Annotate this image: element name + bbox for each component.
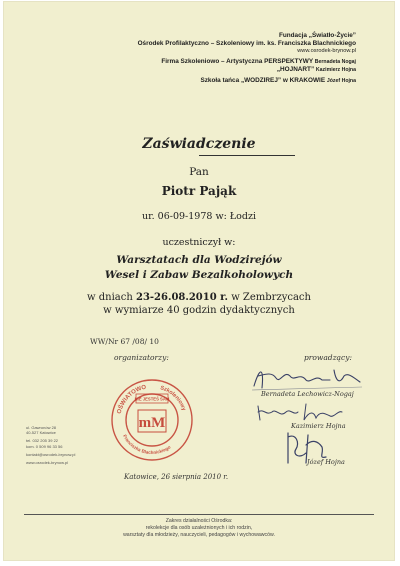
contact-email: kontakt@osrodek-brynow.pl (26, 451, 76, 457)
dance-school (56, 77, 356, 85)
signature-1-scribble (250, 360, 366, 394)
title-underline (199, 155, 295, 156)
signature-2-name: Kazimierz Hojna (291, 422, 346, 430)
contact-city: 40-527 Katowice (26, 430, 56, 436)
dates-prefix: w dniach (87, 292, 133, 303)
place-and-date: Katowice, 26 sierpnia 2010 r. (124, 473, 229, 481)
stamp-banner: NIE JESTEŚ SAM (134, 396, 170, 402)
footer-line-3: warsztaty dla młodzieży, nauczycieli, pedagogów i wychowawców. (123, 532, 275, 538)
workshop-title-line2: Wesel i Zabaw Bezalkoholowych (104, 269, 294, 281)
footer-line-2: rekolekcje dla osób uzależnionych i ich rodzin, (145, 525, 253, 531)
dates-line (4, 291, 394, 304)
certificate-page (4, 2, 394, 560)
center-name: Ośrodek Profilaktyczno – Szkoleniowy im. ks. Franciszka Blachnickiego (137, 40, 356, 47)
contact-website: www.osrodek-brynow.pl (26, 460, 69, 466)
recipient-name: Piotr Pająk (161, 184, 237, 198)
footer-block (4, 518, 394, 539)
foundation-name: Fundacja „Światło-Życie” (278, 32, 356, 39)
company-hojnart-name: „HOJNART” (276, 66, 315, 73)
company-perspektywy-person: Bernadeta Nogaj (314, 59, 356, 65)
company-perspektywy (56, 58, 356, 66)
participation-text: uczestniczył w: (162, 237, 236, 248)
contact-street: ul. Gawronów 28 (26, 425, 57, 430)
dates-value: 23-26.08.2010 r. (135, 292, 228, 303)
header-block (56, 32, 356, 85)
signature-2-scribble (254, 400, 346, 424)
footer-divider (24, 514, 374, 515)
stamp-center-logo: mM (138, 415, 166, 431)
dates-suffix: w Zembrzycach (231, 292, 311, 303)
contact-kom: kom. 0 509 96 33 56 (26, 443, 63, 449)
svg-text:Franciszka Blachnickiego (122, 434, 172, 455)
stamp-bottom-text: Franciszka Blachnickiego (122, 433, 172, 456)
organization-stamp (108, 374, 196, 462)
footer-line-1: Zakres działalności Ośrodka: (165, 518, 233, 524)
dates-block (4, 291, 394, 317)
workshop-title-line1: Warsztatach dla Wodzirejów (116, 254, 282, 266)
company-hojnart (56, 66, 356, 74)
salutation: Pan (189, 166, 209, 178)
company-perspektywy-name: Firma Szkoleniowo – Artystyczna PERSPEKTYWY (161, 58, 313, 65)
birth-info: ur. 06-09-1978 w: Łodzi (142, 211, 256, 222)
hours-line: w wymiarze 40 godzin dydaktycznych (103, 305, 295, 316)
center-website: www.osrodek-brynow.pl (297, 48, 356, 54)
stamp-top-text: OŚWIATOWO (116, 384, 147, 415)
signature-1-name: Bernadeta Lechowicz-Nogaj (261, 390, 354, 398)
reference-number: WW/Nr 67 /08/ 10 (90, 337, 159, 346)
dance-school-name: Szkoła tańca „WODZIREJ” w KRAKOWIE (200, 77, 326, 84)
leaders-label: prowadzący: (304, 353, 352, 362)
signature-3-name: Józef Hojna (307, 458, 345, 466)
dance-school-person: Józef Hojna (326, 78, 356, 84)
organizers-label: organizatorzy: (114, 353, 169, 362)
certificate-title: Zaświadczenie (142, 136, 256, 152)
company-hojnart-person: Kazimierz Hojna (315, 67, 356, 73)
contact-block (26, 425, 106, 465)
workshop-title (4, 253, 394, 283)
contact-tel: tel. 032 205 39 22 (26, 438, 59, 444)
stamp-right-text: Szkoleniowy (159, 385, 187, 412)
